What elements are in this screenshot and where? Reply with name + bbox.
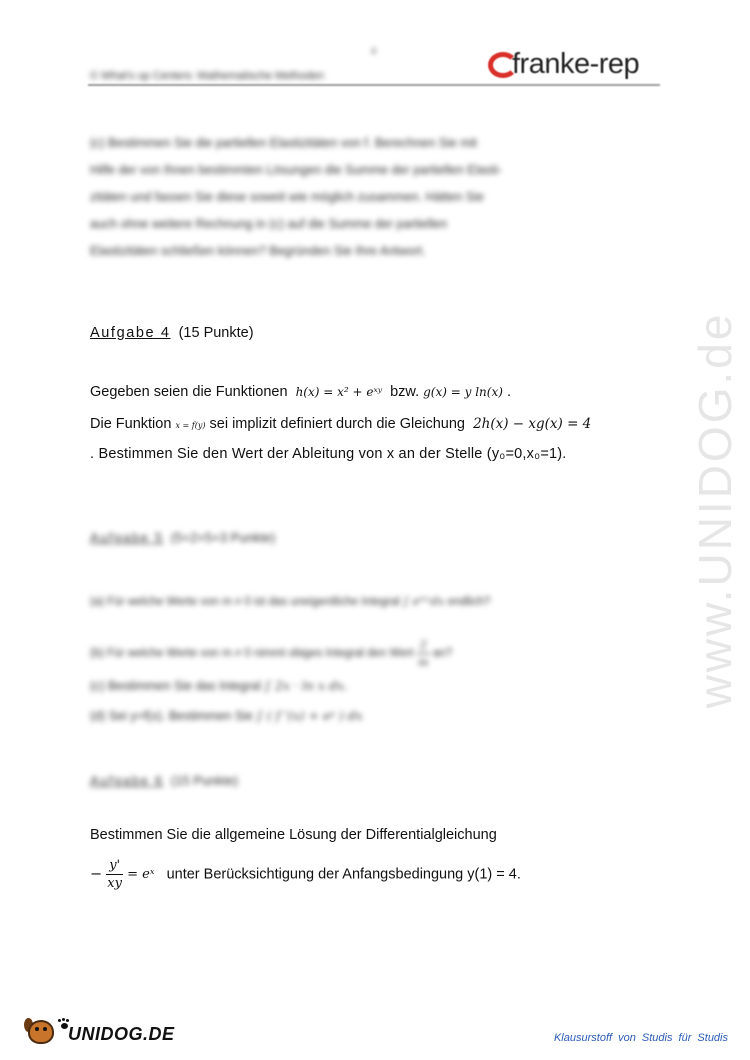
- part-c-line: auch ohne weitere Rechnung in (c) auf die Summe der partiellen: [90, 217, 448, 231]
- aufgabe-4-heading: [90, 325, 254, 341]
- aufgabe-6-heading: [90, 773, 238, 788]
- aufgabe-5-part-d: [90, 708, 363, 723]
- part-c-line: (c) Bestimmen Sie die partiellen Elastizitäten von f. Berechnen Sie mit: [90, 136, 477, 150]
- part-b-text: (b) Für welche Werte von m ≠ 0 nimmt obiges Integral den Wert: [90, 647, 414, 660]
- fraction-numerator: y': [106, 857, 123, 875]
- equation-minus: −: [90, 866, 103, 883]
- part-a-integral: ∫ eᵐˣdx: [402, 594, 445, 608]
- unidog-footer-logo: [22, 1014, 175, 1052]
- aufgabe-5-label: Aufgabe 5: [90, 530, 164, 545]
- logo-text: franke-rep: [512, 48, 640, 80]
- aufgabe-6-points: (15 Punkte): [170, 773, 239, 788]
- aufgabe-5-part-a: [90, 594, 490, 608]
- part-c-paragraph: [90, 130, 660, 265]
- bzw-text: bzw.: [390, 384, 420, 400]
- page-number: 4: [371, 46, 377, 56]
- fraction-numerator: 2: [417, 636, 430, 654]
- line-end-period: .: [506, 384, 511, 400]
- part-d-integral: ∫ ( f '(x) + eʸ ) dx: [256, 708, 363, 723]
- part-c-line: zitäten und fassen Sie diese soweit wie möglich zusammen. Hätten Sie: [90, 190, 484, 204]
- g-function-definition: g(x) = y ln(x): [423, 385, 503, 399]
- fraction-denominator: m: [418, 656, 429, 669]
- part-d-text: (d) Sei y=f(x). Bestimmen Sie: [90, 709, 253, 723]
- implicit-equation: 2h(x) − xg(x) = 4: [473, 416, 592, 432]
- differential-fraction: [106, 857, 123, 892]
- initial-condition-text: unter Berücksichtigung der Anfangsbedingung y(1) = 4.: [166, 866, 521, 883]
- aufgabe-5-part-b: [90, 636, 452, 671]
- aufgabe-4-line-2: [90, 416, 591, 432]
- aufgabe-4-label: Aufgabe 4: [90, 325, 171, 341]
- aufgabe-6-intro: Bestimmen Sie die allgemeine Lösung der Differentialgleichung: [90, 827, 497, 843]
- part-a-end-text: endlich?: [447, 596, 491, 608]
- part-c-line: Elastizitäten schließen können? Begründen Sie Ihre Antwort.: [90, 244, 426, 258]
- fraction-denominator: xy: [107, 876, 122, 891]
- header-title: © What's up Centers: Mathematische Methoden: [90, 70, 324, 82]
- footer-brand-text: UNIDOG.DE: [68, 1024, 175, 1044]
- aufgabe-4-line-1: [90, 384, 511, 400]
- aufgabe-5-points: (5+2+5+3 Punkte): [170, 530, 276, 545]
- aufgabe-5-part-c: [90, 678, 348, 693]
- watermark-text: www.UNIDOG.de: [689, 311, 741, 709]
- equation-rhs: = eˣ: [127, 867, 155, 882]
- part-b-end-text: an?: [432, 647, 453, 660]
- implicit-definition-text: sei implizit definiert durch die Gleichung: [209, 416, 465, 432]
- x-function-definition: x = f(y): [175, 421, 206, 430]
- part-b-fraction: [417, 636, 430, 671]
- aufgabe-6-label: Aufgabe 6: [90, 773, 164, 788]
- part-c-line: Hilfe der von Ihnen bestimmten Lösungen die Summe der partiellen Elasti-: [90, 163, 503, 177]
- aufgabe-4-line-3: . Bestimmen Sie den Wert der Ableitung von x an der Stelle (y₀=0,x₀=1).: [90, 446, 567, 462]
- aufgabe-4-intro-text: Gegeben seien die Funktionen: [90, 384, 288, 400]
- part-a-text: (a) Für welche Werte von m ≠ 0 ist das uneigentliche Integral: [90, 596, 400, 608]
- footer-tagline: Klausurstoff von Studis für Studis: [553, 1032, 728, 1044]
- implicit-intro-text: Die Funktion: [90, 416, 172, 432]
- watermark: [685, 285, 745, 735]
- part-c-integral: ∫ 2x · ln x dx.: [264, 678, 348, 693]
- franke-rep-logo: [488, 46, 663, 86]
- dog-mascot-icon: [22, 1014, 56, 1048]
- aufgabe-4-points: (15 Punkte): [178, 325, 254, 341]
- h-function-definition: h(x) = x² + eˣʸ: [295, 385, 383, 399]
- part-c-text: (c) Bestimmen Sie das Integral: [90, 679, 261, 693]
- aufgabe-6-equation-line: [90, 857, 521, 897]
- aufgabe-5-heading: [90, 530, 275, 545]
